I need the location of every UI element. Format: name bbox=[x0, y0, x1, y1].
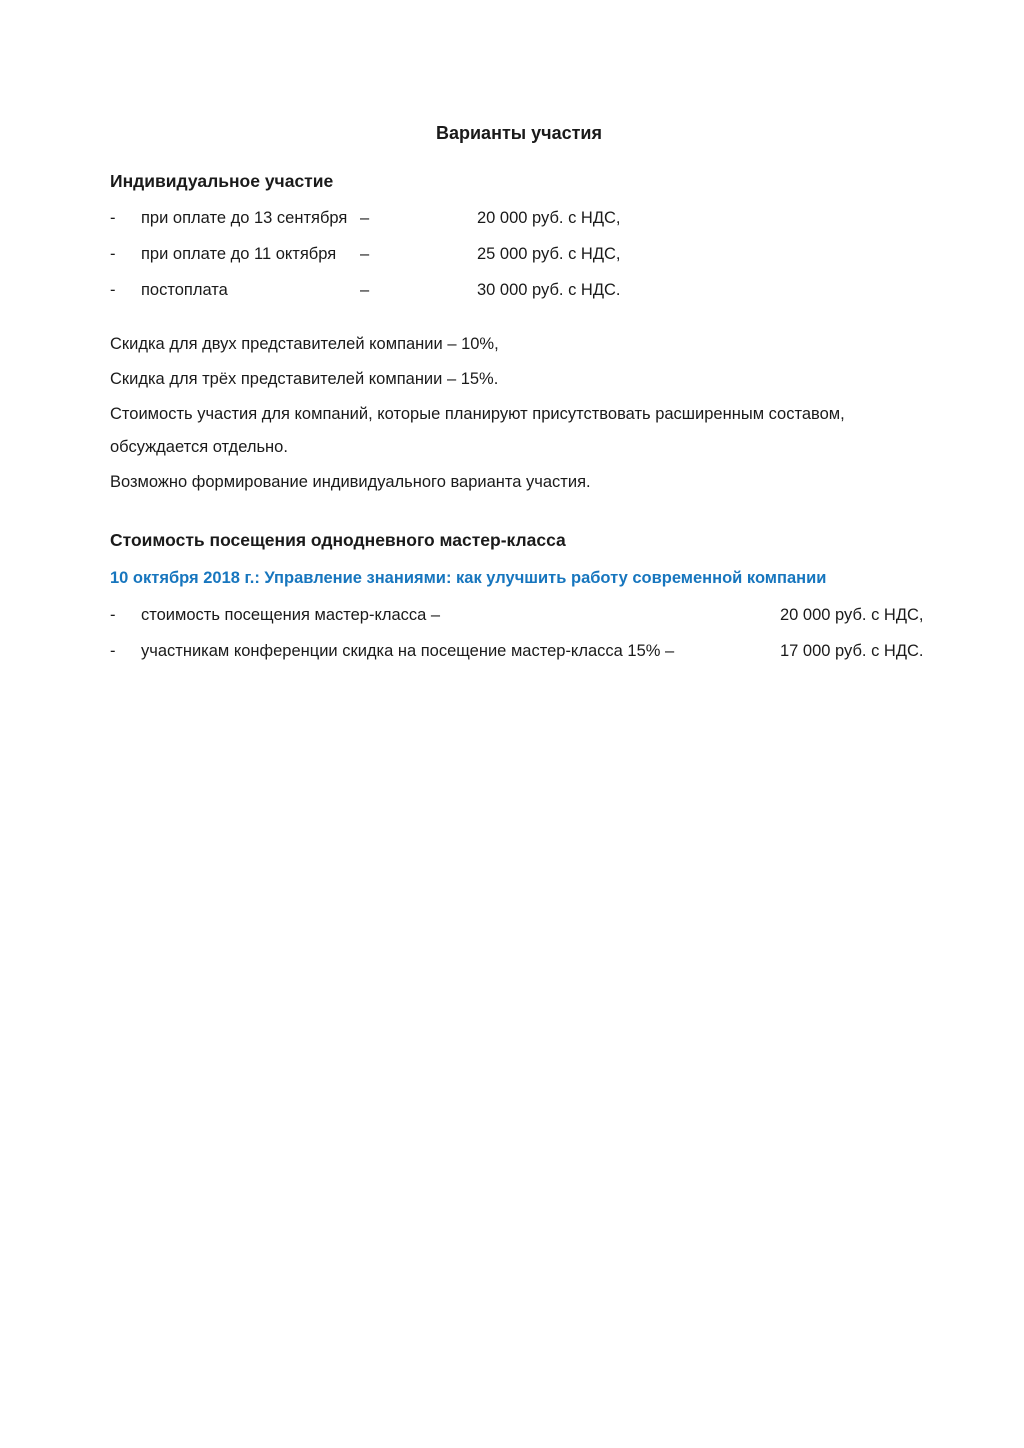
list-bullet: - bbox=[110, 245, 116, 263]
payment-option-label: постоплата bbox=[141, 281, 228, 299]
payment-option-label: при оплате до 13 сентября bbox=[141, 209, 348, 227]
document-content bbox=[110, 122, 928, 677]
document-title: Варианты участия bbox=[435, 123, 602, 143]
list-item bbox=[110, 280, 928, 300]
dash-separator: – bbox=[360, 209, 370, 227]
note-paragraph: Стоимость участия для компаний, которые планируют присутствовать расширенным составом, обсуждается отдельно. bbox=[110, 405, 845, 456]
note-paragraph: Скидка для трёх представителей компании – 15%. bbox=[110, 370, 499, 388]
dash-separator: – bbox=[360, 245, 370, 263]
masterclass-section bbox=[110, 529, 928, 661]
price-value: 30 000 руб. с НДС. bbox=[477, 281, 621, 299]
individual-price-list bbox=[110, 208, 928, 300]
masterclass-session-title: 10 октября 2018 г.: Управление знаниями: как улучшить работу современной компании bbox=[110, 569, 827, 587]
masterclass-option-label: участникам конференции скидка на посещение мастер-класса 15% – bbox=[141, 642, 675, 660]
list-bullet: - bbox=[110, 606, 116, 624]
masterclass-section-heading: Стоимость посещения однодневного мастер-класса bbox=[110, 530, 566, 550]
discount-notes bbox=[110, 328, 928, 499]
price-value: 20 000 руб. с НДС, bbox=[477, 209, 621, 227]
list-item bbox=[110, 605, 928, 625]
list-bullet: - bbox=[110, 642, 116, 660]
masterclass-option-label: стоимость посещения мастер-класса – bbox=[141, 606, 441, 624]
list-bullet: - bbox=[110, 209, 116, 227]
note-paragraph: Скидка для двух представителей компании – 10%, bbox=[110, 335, 499, 353]
masterclass-price-list bbox=[110, 605, 928, 661]
payment-option-label: при оплате до 11 октября bbox=[141, 245, 337, 263]
list-item bbox=[110, 208, 928, 228]
price-value: 25 000 руб. с НДС, bbox=[477, 245, 621, 263]
individual-section-heading: Индивидуальное участие bbox=[110, 171, 334, 191]
price-value: 20 000 руб. с НДС, bbox=[780, 606, 924, 624]
list-item bbox=[110, 641, 928, 661]
price-value: 17 000 руб. с НДС. bbox=[780, 642, 924, 660]
dash-separator: – bbox=[360, 281, 370, 299]
list-item bbox=[110, 244, 928, 264]
list-bullet: - bbox=[110, 281, 116, 299]
note-paragraph: Возможно формирование индивидуального варианта участия. bbox=[110, 473, 591, 491]
